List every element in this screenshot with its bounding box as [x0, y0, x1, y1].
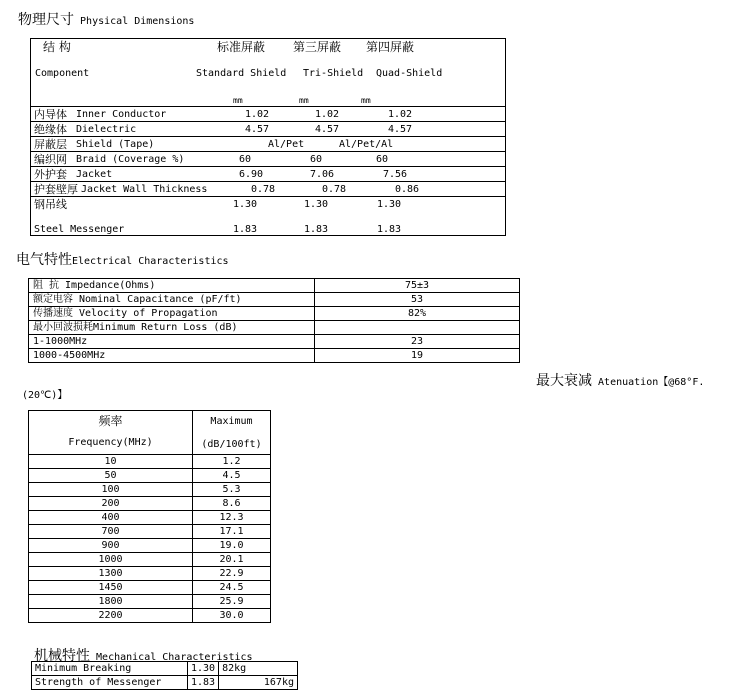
electrical-table	[28, 278, 520, 363]
row-value-quad: 0.86	[395, 184, 420, 195]
atten-cell: 22.9	[193, 567, 271, 581]
row-value-tri: 1.02	[315, 109, 340, 120]
header-unit-2: mm	[299, 96, 309, 105]
table-row	[29, 349, 520, 363]
table-row	[32, 676, 298, 690]
table-row	[29, 321, 520, 335]
mechanical-title-zh: 机械特性	[34, 648, 90, 664]
row-value-tri: 1.83	[304, 224, 329, 235]
atten-cell: 17.1	[193, 525, 271, 539]
elec-label: 1000-4500MHz	[29, 349, 315, 363]
row-value-standard: 6.90	[239, 169, 264, 180]
row-value-standard: Al/Pet	[268, 139, 305, 150]
attenuation-title-en: Atenuation【@68°F.	[598, 377, 705, 388]
elec-label: 额定电容 Nominal Capacitance (pF/ft)	[29, 293, 315, 307]
table-row	[29, 455, 271, 469]
mechanical-title-en: Mechanical Characteristics	[96, 652, 253, 663]
header-component-en: Component	[35, 68, 90, 79]
header-tri-zh: 第三屏蔽	[293, 40, 342, 54]
table-row	[29, 279, 520, 293]
atten-cell: 19.0	[193, 539, 271, 553]
table-row	[31, 151, 505, 166]
atten-cell: 8.6	[193, 497, 271, 511]
table-row	[29, 335, 520, 349]
row-label-zh: 编织网	[34, 153, 67, 166]
table-row	[29, 539, 271, 553]
row-label-en: Dielectric	[76, 124, 137, 135]
freq-cell: 1800	[29, 595, 193, 609]
table-row	[31, 136, 505, 151]
freq-cell: 200	[29, 497, 193, 511]
physical-dimensions-table	[30, 38, 506, 236]
row-label-en: Steel Messenger	[34, 224, 125, 235]
table-row	[29, 525, 271, 539]
table-row	[31, 166, 505, 181]
freq-cell: 1300	[29, 567, 193, 581]
row-label-zh: 屏蔽层	[34, 138, 67, 151]
row-value-quad: 1.02	[388, 109, 413, 120]
table-row	[32, 662, 298, 676]
freq-cell: 2200	[29, 609, 193, 623]
row-value-tri: Al/Pet/Al	[339, 139, 394, 150]
table-row	[29, 609, 271, 623]
electrical-title-en: Electrical Characteristics	[72, 256, 229, 267]
header-standard-zh: 标准屏蔽	[217, 40, 266, 54]
table-row	[31, 196, 505, 236]
mech-label: Minimum Breaking	[32, 662, 188, 676]
attenuation-title	[536, 370, 704, 390]
header-structure-zh: 结 构	[43, 40, 71, 54]
row-value-quad: 60	[376, 154, 389, 165]
row-value-tri: 4.57	[315, 124, 340, 135]
row-value-standard: 1.83	[233, 224, 258, 235]
row-value-quad: 4.57	[388, 124, 413, 135]
mech-value-1: 1.83	[188, 676, 219, 690]
table-row	[31, 106, 505, 121]
row-label-en: Jacket	[76, 169, 113, 180]
header-unit-1: mm	[233, 96, 243, 105]
elec-value: 75±3	[315, 279, 520, 293]
row-value-tri: 0.78	[322, 184, 347, 195]
row-label-en: Braid (Coverage %)	[76, 154, 185, 165]
freq-cell: 1000	[29, 553, 193, 567]
freq-cell: 900	[29, 539, 193, 553]
table-row	[29, 293, 520, 307]
elec-value: 23	[315, 335, 520, 349]
attenuation-title-zh: 最大衰减	[536, 373, 592, 389]
freq-cell: 1450	[29, 581, 193, 595]
atten-cell: 25.9	[193, 595, 271, 609]
atten-cell: 12.3	[193, 511, 271, 525]
mech-label: Strength of Messenger	[32, 676, 188, 690]
elec-value: 53	[315, 293, 520, 307]
table-row	[29, 483, 271, 497]
row-value-standard: 4.57	[245, 124, 270, 135]
row-value-tri: 60	[310, 154, 323, 165]
table-header-row	[29, 411, 271, 455]
row-value-standard: 60	[239, 154, 252, 165]
physical-title-en: Physical Dimensions	[80, 16, 195, 27]
header-unit-3: mm	[361, 96, 371, 105]
table-row	[29, 497, 271, 511]
elec-label: 传播速度 Velocity of Propagation	[29, 307, 315, 321]
elec-value: 82%	[315, 307, 520, 321]
max-header: Maximum	[210, 416, 253, 427]
table-row	[29, 595, 271, 609]
atten-cell: 4.5	[193, 469, 271, 483]
elec-label: 1-1000MHz	[29, 335, 315, 349]
table-row	[29, 307, 520, 321]
atten-cell: 30.0	[193, 609, 271, 623]
table-row	[29, 511, 271, 525]
atten-cell: 5.3	[193, 483, 271, 497]
header-standard-en: Standard Shield	[196, 68, 287, 79]
mech-value-2: 167kg	[219, 676, 298, 690]
attenuation-title-cont: (20℃)】	[22, 390, 68, 401]
row-label-en: Jacket Wall Thickness	[81, 184, 208, 195]
row-value-standard: 1.02	[245, 109, 270, 120]
atten-cell: 20.1	[193, 553, 271, 567]
freq-cell: 50	[29, 469, 193, 483]
table-row	[31, 181, 505, 196]
header-quad-zh: 第四屏蔽	[366, 40, 415, 54]
row-value-standard: 1.30	[233, 199, 258, 210]
freq-cell: 400	[29, 511, 193, 525]
elec-label: 阻 抗 Impedance(Ohms)	[29, 279, 315, 293]
row-label-zh: 绝缘体	[34, 123, 67, 136]
row-value-tri: 1.30	[304, 199, 329, 210]
atten-cell: 1.2	[193, 455, 271, 469]
row-value-standard: 0.78	[251, 184, 276, 195]
row-label-zh: 护套壁厚	[34, 183, 78, 196]
mech-value-1: 1.30	[188, 662, 219, 676]
table-row	[29, 553, 271, 567]
header-quad-en: Quad-Shield	[376, 68, 443, 79]
mechanical-table	[31, 661, 298, 690]
elec-value: 19	[315, 349, 520, 363]
freq-header-en: Frequency(MHz)	[68, 437, 153, 448]
physical-title	[18, 9, 194, 29]
mech-value-2: 82kg	[219, 662, 298, 676]
row-value-quad: 1.83	[377, 224, 402, 235]
row-value-quad: 1.30	[377, 199, 402, 210]
row-label-zh: 外护套	[34, 168, 67, 181]
freq-cell: 100	[29, 483, 193, 497]
electrical-title	[16, 249, 229, 269]
physical-title-zh: 物理尺寸	[18, 12, 74, 28]
table-row	[29, 567, 271, 581]
row-label-zh: 内导体	[34, 108, 67, 121]
attenuation-table	[28, 410, 271, 623]
elec-label: 最小回波损耗Minimum Return Loss (dB)	[29, 321, 315, 335]
atten-cell: 24.5	[193, 581, 271, 595]
row-value-tri: 7.06	[310, 169, 335, 180]
freq-cell: 700	[29, 525, 193, 539]
table-row	[31, 121, 505, 136]
electrical-title-zh: 电气特性	[16, 252, 72, 268]
row-label-zh: 钢吊线	[34, 198, 67, 211]
row-label-en: Shield (Tape)	[76, 139, 155, 150]
header-tri-en: Tri-Shield	[303, 68, 364, 79]
table-row	[29, 581, 271, 595]
freq-cell: 10	[29, 455, 193, 469]
unit-header: (dB/100ft)	[201, 439, 262, 450]
freq-header-zh: 频率	[98, 414, 123, 428]
table-row	[29, 469, 271, 483]
row-value-quad: 7.56	[383, 169, 408, 180]
row-label-en: Inner Conductor	[76, 109, 167, 120]
elec-value	[315, 321, 520, 335]
